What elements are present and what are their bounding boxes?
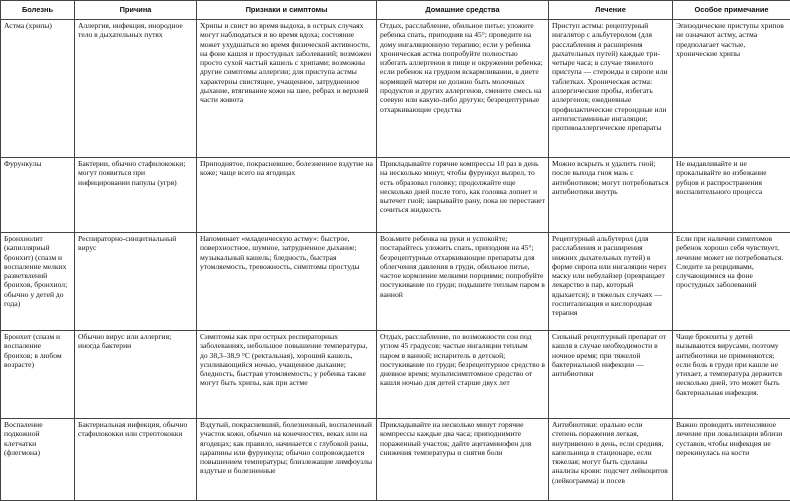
- cell-treatment: Антибиотики: орально если степень поражения легкая, внутривенно в день, если средняя, капельница в стационаре, если тяжелая; могут быть сделаны анализы крови: подсчет лейкоцитов (лейкограмма) и посев: [549, 419, 673, 501]
- cell-home-remedies: Прикладывайте на несколько минут горячие компрессы каждые два часа; приподнимите пораженный участок; дайте ацетаминофен для снижения температуры и снятия боли: [377, 419, 549, 501]
- cell-special-note: Не выдавливайте и не прокалывайте во избежание рубцов и распространения воспалительного процесса: [673, 158, 790, 233]
- cell-special-note: Чаще бронхиты у детей вызываются вирусами, поэтому антибиотики не применяются; если боль в груди при кашле не утихает, а температура держится несколько дней, это может быть бактериальная инфекция.: [673, 331, 790, 419]
- cell-symptoms: Напоминает «младенческую астму»: быстрое, поверхностное, шумное, затрудненное дыхание; музыкальный кашель; бледность, быстрая утомляемость, тревожность, симптомы простуды: [197, 233, 377, 331]
- cell-disease: Астма (хрипы): [1, 20, 75, 158]
- header-home-remedies: Домашние средства: [377, 1, 549, 20]
- cell-special-note: Важно проводить интенсивное лечение при локализации вблизи суставов, чтобы инфекция не перекинулась на кости: [673, 419, 790, 501]
- cell-disease: Фурункулы: [1, 158, 75, 233]
- cell-cause: Бактерии, обычно стафилококки; могут появиться при инфицировании папулы (угря): [75, 158, 197, 233]
- cell-disease: Бронхиолит (капиллярный бронхит) (спазм и воспаление мелких разветвлений бронхов, бронхиол; обычно у детей до года): [1, 233, 75, 331]
- cell-symptoms: Вздутый, покрасневший, болезненный, воспаленный участок кожи, обычно на конечностях, веках или на ягодицах; как правило, начинается с глубокой раны, царапины или фурункула; обычно сопровождается повышением температуры; близлежащие лимфоузлы вздутые и болезненные: [197, 419, 377, 501]
- cell-symptoms: Приподнятое, покрасневшее, болезненное вздутие на коже; чаще всего на ягодицах: [197, 158, 377, 233]
- cell-disease: Бронхит (спазм и воспаление бронхов; в любом возрасте): [1, 331, 75, 419]
- cell-treatment: Рецептурный альбутерол (для расслабления и расширения нижних дыхательных путей) в форме сиропа или ингаляции через маску или небулайзер (превращает лекарство в пар, который вдыхается); в тяжелых случаях — госпитализация и кислородная терапия: [549, 233, 673, 331]
- table-row: [1, 158, 790, 233]
- header-cause: Причина: [75, 1, 197, 20]
- header-row: [1, 1, 790, 20]
- cell-symptoms: Хрипы и свист во время выдоха, в острых случаях могут наблюдаться и во время вдоха; состояние может ухудшаться во время физической активности, на фоне кашля и простудных заболеваний; возможен просто сухой частый кашель с хрипами; возможны другие симптомы аллергии; для приступа астмы характерны свистящее, учащенное, затрудненное дыхание, втягивание кожи на шее, ребрах и верхней части живота: [197, 20, 377, 158]
- cell-disease: Воспаление подкожной клетчатки (флегмона): [1, 419, 75, 501]
- table-row: [1, 233, 790, 331]
- header-treatment: Лечение: [549, 1, 673, 20]
- cell-home-remedies: Прикладывайте горячие компрессы 10 раз в день на несколько минут, чтобы фурункул вызрел, то есть образовал головку; продолжайте еще несколько дней после того, как головка лопнет и вытечет гной; закрывайте рану, пока не перестанет сочиться жидкость: [377, 158, 549, 233]
- cell-special-note: Если при наличии симптомов ребенок хорошо себя чувствует, лечение может не потребоваться. Следите за рецидивами, случающимися на фоне простудных заболеваний: [673, 233, 790, 331]
- header-symptoms: Признаки и симптомы: [197, 1, 377, 20]
- table-row: [1, 419, 790, 501]
- cell-treatment: Приступ астмы: рецептурный ингалятор с альбутеролом (для расслабления и расширения дыхательных путей) каждые три-четыре часа; в случае тяжелого приступа — стероиды в сиропе или таблетках. Хроническая астма: аллергические пробы, избегать аллергенов; ежедневные профилактические стероидные или антигистаминные ингаляции; противоаллергические препараты: [549, 20, 673, 158]
- cell-home-remedies: Отдых, расслабление, обильное питье; уложите ребенка спать, приподняв на 45°; проведите на дому ингаляционную терапию; если у ребенка хроническая астма попробуйте полностью избегать аллергенов в пище и окружении ребенка; если ребенок на грудном вскармливании, в диете кормящей матери не должно быть молочных продуктов и других аллергенов, смените смесь на соевую или какую-либо другую; безрецептурные отхаркивающие средства: [377, 20, 549, 158]
- cell-home-remedies: Отдых, расслабление, по возможности сон под углом 45 градусов; частые ингаляции теплым паром в ванной; испаритель в детской; постукивание по груди; безрецептурное средство в дневное время; мультисимптомное средство от кашля ночью для детей старше двух лет: [377, 331, 549, 419]
- cell-treatment: Сильный рецептурный препарат от кашля в случае необходимости в ночное время; при тяжелой бактериальной инфекции — антибиотики: [549, 331, 673, 419]
- cell-cause: Обычно вирус или аллергия; иногда бактерии: [75, 331, 197, 419]
- cell-cause: Респираторно-синцитиальный вирус: [75, 233, 197, 331]
- table-row: [1, 20, 790, 158]
- table-row: [1, 331, 790, 419]
- cell-cause: Бактериальная инфекция, обычно стафилококки или стрептококки: [75, 419, 197, 501]
- cell-cause: Аллергия, инфекция, инородное тело в дыхательных путях: [75, 20, 197, 158]
- cell-home-remedies: Возьмите ребенка на руки и успокойте; постарайтесь уложить спать, приподняв на 45°; безрецептурные отхаркивающие препараты для облегчения давления в груди, обильное питье, частое кормление мелкими порциями; попробуйте постукивание по груди; подышите теплым паром в ванной: [377, 233, 549, 331]
- cell-special-note: Эпизодические приступы хрипов не означают астму, астма предполагает частые, хронические хрипы: [673, 20, 790, 158]
- header-special-note: Особое примечание: [673, 1, 790, 20]
- header-disease: Болезнь: [1, 1, 75, 20]
- cell-symptoms: Симптомы как при острых респираторных заболеваниях, небольшое повышение температуры, до 38,3–38,9 °С (ректальная), хороший кашель, усиливающийся ночью, учащенное дыхание; бледность, быстрая утомляемость; у ребенка также могут быть хрипы, как при астме: [197, 331, 377, 419]
- cell-treatment: Можно вскрыть и удалить гной; после выхода гноя мазь с антибиотиком; могут потребоваться антибиотики внутрь: [549, 158, 673, 233]
